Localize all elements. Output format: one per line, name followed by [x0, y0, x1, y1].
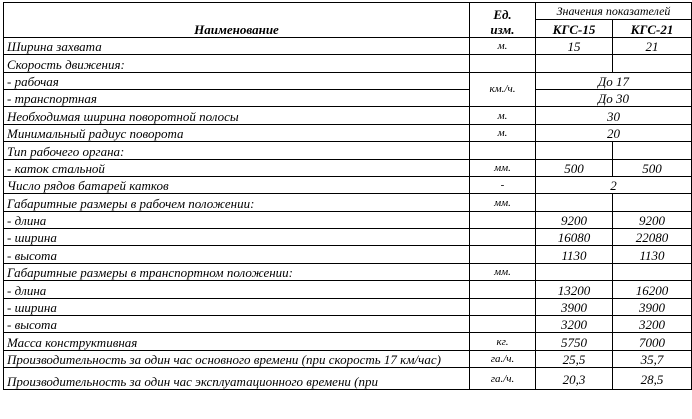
- row-value-merged: До 30: [536, 89, 692, 106]
- row-value-kgs21: 7000: [613, 333, 692, 350]
- table-row: [4, 124, 692, 141]
- row-value-kgs15: 25,5: [536, 350, 613, 367]
- row-value-kgs15: 3900: [536, 298, 613, 315]
- row-value-kgs21: 1130: [613, 246, 692, 263]
- table-row: [4, 107, 692, 124]
- row-unit: м.: [470, 107, 536, 124]
- row-unit: м.: [470, 37, 536, 54]
- table-row: [4, 246, 692, 263]
- table-row: [4, 159, 692, 176]
- row-unit: км./ч.: [470, 72, 536, 107]
- table-row: [4, 368, 692, 389]
- specifications-table: [3, 2, 692, 390]
- header-row-1: [4, 3, 692, 20]
- table-row: [4, 176, 692, 193]
- row-name: - транспортная: [4, 89, 470, 106]
- row-name: - высота: [4, 316, 470, 333]
- table-row: [4, 72, 692, 89]
- row-value-kgs15: 500: [536, 159, 613, 176]
- row-value-kgs15: 15: [536, 37, 613, 54]
- row-unit: мм.: [470, 263, 536, 280]
- row-value-kgs21: 21: [613, 37, 692, 54]
- table-row: [4, 229, 692, 246]
- table-row: [4, 89, 692, 106]
- row-unit: га./ч.: [470, 350, 536, 367]
- row-value-kgs21: [613, 194, 692, 211]
- table-row: [4, 194, 692, 211]
- row-name: Габаритные размеры в рабочем положении:: [4, 194, 470, 211]
- row-value-kgs21: [613, 263, 692, 280]
- row-name: - каток стальной: [4, 159, 470, 176]
- row-value-kgs15: 5750: [536, 333, 613, 350]
- row-unit: га./ч.: [470, 368, 536, 389]
- table-row: [4, 350, 692, 367]
- row-name: Тип рабочего органа:: [4, 142, 470, 159]
- row-value-merged: 30: [536, 107, 692, 124]
- row-value-kgs15: [536, 55, 613, 72]
- row-value-kgs21: 35,7: [613, 350, 692, 367]
- row-name: - высота: [4, 246, 470, 263]
- row-unit: [470, 211, 536, 228]
- row-name: Габаритные размеры в транспортном положении:: [4, 263, 470, 280]
- row-unit: [470, 316, 536, 333]
- table-row: [4, 55, 692, 72]
- row-name: - ширина: [4, 298, 470, 315]
- row-unit: -: [470, 176, 536, 193]
- header-col-kgs15: КГС-15: [536, 20, 613, 37]
- row-value-kgs15: 1130: [536, 246, 613, 263]
- row-unit: мм.: [470, 159, 536, 176]
- row-value-kgs21: [613, 142, 692, 159]
- table-row: [4, 333, 692, 350]
- row-value-kgs15: 13200: [536, 281, 613, 298]
- table-row: [4, 281, 692, 298]
- row-name: Ширина захвата: [4, 37, 470, 54]
- table-row: [4, 298, 692, 315]
- row-unit: [470, 55, 536, 72]
- row-value-merged: 2: [536, 176, 692, 193]
- row-unit: мм.: [470, 194, 536, 211]
- table-row: [4, 263, 692, 280]
- row-value-kgs15: [536, 142, 613, 159]
- row-name: Необходимая ширина поворотной полосы: [4, 107, 470, 124]
- row-unit: [470, 298, 536, 315]
- row-unit: [470, 281, 536, 298]
- table-row: [4, 316, 692, 333]
- row-value-kgs21: 22080: [613, 229, 692, 246]
- table-row: [4, 142, 692, 159]
- row-value-kgs15: 3200: [536, 316, 613, 333]
- header-col-kgs21: КГС-21: [613, 20, 692, 37]
- header-unit-line2: изм.: [490, 21, 515, 37]
- row-value-kgs21: 9200: [613, 211, 692, 228]
- row-name: - длина: [4, 281, 470, 298]
- row-value-kgs15: 16080: [536, 229, 613, 246]
- header-name: Наименование: [4, 3, 470, 38]
- row-unit: [470, 246, 536, 263]
- row-unit: кг.: [470, 333, 536, 350]
- table-row: [4, 211, 692, 228]
- row-value-merged: 20: [536, 124, 692, 141]
- row-name: - ширина: [4, 229, 470, 246]
- row-name: Масса конструктивная: [4, 333, 470, 350]
- header-values-group: Значения показателей: [536, 3, 692, 20]
- row-name: Производительность за один час основного времени (при скорость 17 км/час): [4, 350, 470, 367]
- table-row: [4, 37, 692, 54]
- row-value-kgs21: 3900: [613, 298, 692, 315]
- row-name: - рабочая: [4, 72, 470, 89]
- row-value-kgs21: 28,5: [613, 368, 692, 389]
- row-unit: [470, 229, 536, 246]
- row-value-kgs21: 500: [613, 159, 692, 176]
- row-value-kgs15: 9200: [536, 211, 613, 228]
- row-value-kgs21: 16200: [613, 281, 692, 298]
- row-unit: м.: [470, 124, 536, 141]
- row-value-kgs15: [536, 263, 613, 280]
- row-value-kgs21: [613, 55, 692, 72]
- row-name: Число рядов батарей катков: [4, 176, 470, 193]
- row-value-merged: До 17: [536, 72, 692, 89]
- row-name: - длина: [4, 211, 470, 228]
- row-name: Производительность за один час эксплуатационного времени (при: [4, 368, 470, 389]
- row-name: Скорость движения:: [4, 55, 470, 72]
- row-value-kgs15: 20,3: [536, 368, 613, 389]
- header-unit: [470, 3, 536, 38]
- header-unit-line1: Ед.: [493, 6, 512, 22]
- row-name: Минимальный радиус поворота: [4, 124, 470, 141]
- row-value-kgs21: 3200: [613, 316, 692, 333]
- row-unit: [470, 142, 536, 159]
- row-value-kgs15: [536, 194, 613, 211]
